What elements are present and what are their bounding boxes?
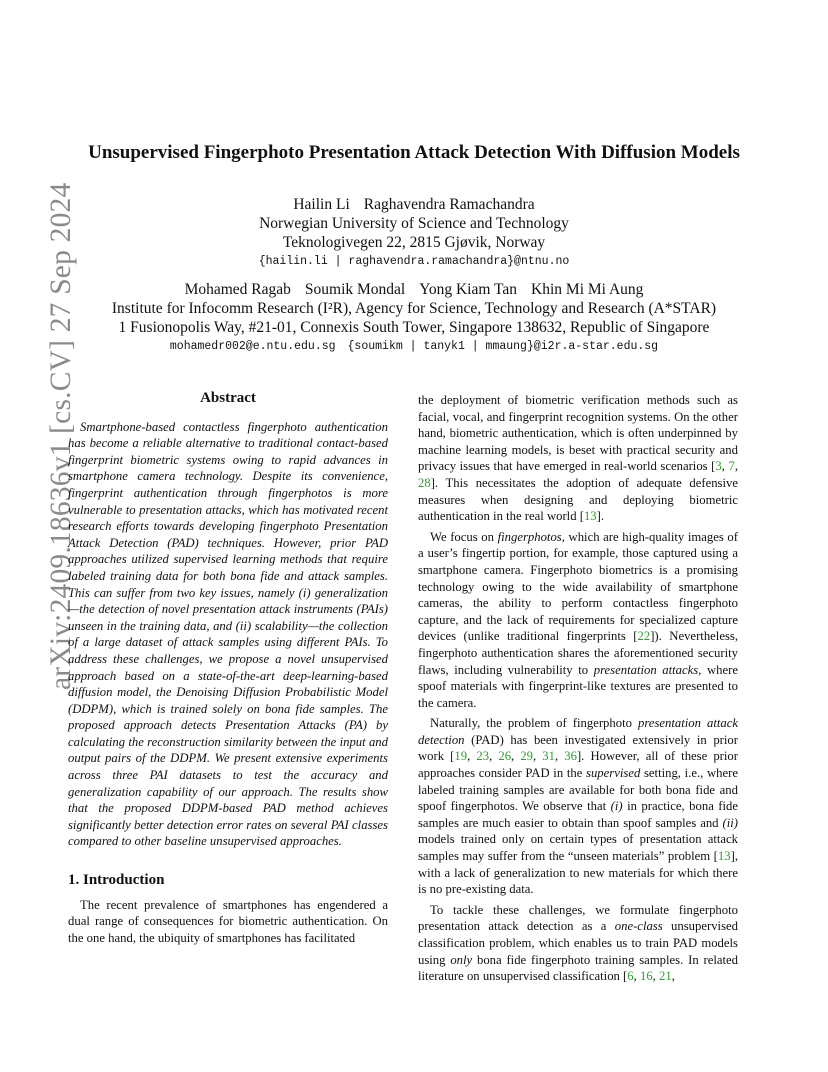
- intro-paragraph-4: To tackle these challenges, we formulate fingerphoto presentation attack detection as a one-class unsupervised classification problem, which enables us to train PAD models using only bona fide fingerphoto training samples. In related literature on unsupervised classification [6, 16, 21,: [418, 902, 738, 984]
- left-column: [68, 390, 388, 946]
- right-column: [418, 392, 738, 985]
- email: {soumikm | tanyk1 | mmaung}@i2r.a-star.edu.sg: [347, 340, 659, 353]
- author-names-2: [0, 280, 828, 299]
- author-name: Raghavendra Ramachandra: [363, 196, 535, 213]
- arxiv-identifier: arXiv:2409.18636v1 [cs.CV] 27 Sep 2024: [45, 182, 77, 690]
- author-block-1: [0, 195, 828, 271]
- emails-2: [0, 337, 828, 356]
- author-name: Khin Mi Mi Aung: [531, 281, 644, 298]
- intro-paragraph-3: Naturally, the problem of fingerphoto presentation attack detection (PAD) has been investigated extensively in prior work [19, 23, 26, 29, 31, 36]. However, all of these prior approaches consider PAD in the supervised setting, i.e., where labeled training samples are available for both bona fide and spoof fingerphotos. We observe that (i) in practice, bona fide samples are much easier to obtain than spoof samples and (ii) models trained only on certain types of presentation attack samples may suffer from the “unseen materials” problem [13], with a lack of generalization to new materials for which there is no pre-existing data.: [418, 716, 739, 897]
- email: mohamedr002@e.ntu.edu.sg: [169, 340, 336, 353]
- affiliation-1: Norwegian University of Science and Technology: [259, 215, 569, 232]
- intro-paragraph-2: We focus on fingerphotos, which are high-quality images of a user’s fingertip portion, for example, those captured using a smartphone camera. Fingerphoto biometrics is a promising technology owing to the wide availability of smartphone cameras, the ability to perform contactless fingerphoto capture, and the lack of requirements for specialized capture devices (unlike traditional fingerprints [22]). Nevertheless, fingerphoto authentication shares the aforementioned security flaws, including vulnerability to presentation attacks, where spoof materials with fingerprint-like textures are presented to the camera.: [418, 529, 739, 710]
- intro-paragraph-1-start: The recent prevalence of smartphones has engendered a dual range of consequences for biometric authentication. On the one hand, the ubiquity of smartphones has facilitated: [68, 897, 388, 945]
- author-name: Soumik Mondal: [304, 281, 406, 298]
- author-name: Yong Kiam Tan: [419, 281, 518, 298]
- email-1: {hailin.li | raghavendra.ramachandra}@ntnu.no: [258, 255, 570, 268]
- author-name: Hailin Li: [293, 196, 350, 213]
- abstract-text: Smartphone-based contactless fingerphoto authentication has become a reliable alternative to traditional contact-based fingerprint biometric systems owing to rapid advances in smartphone camera technology. Despite its convenience, fingerprint authentication through fingerphotos is more vulnerable to presentation attacks, which has motivated recent research efforts towards developing fingerphoto Presentation Attack Detection (PAD) techniques. However, prior PAD approaches utilized supervised learning methods that require labeled training data for both bona fide and attack samples. This can suffer from two key issues, namely (i) generalization—the detection of novel presentation attack instruments (PAIs) unseen in the training data, and (ii) scalability—the collection of a large dataset of attack samples using different PAIs. To address these challenges, we propose a novel unsupervised approach based on a state-of-the-art deep-learning-based diffusion model, the Denoising Diffusion Probabilistic Model (DDPM), which is trained solely on bona fide samples. The proposed approach detects Presentation Attacks (PA) by calculating the reconstruction similarity between the input and output pairs of the DDPM. We present extensive experiments across three PAI datasets to test the accuracy and generalization capability of our approach. The results show that the proposed DDPM-based PAD method achieves significantly better detection error rates on several PAI classes compared to other baseline unsupervised approaches.: [68, 419, 388, 849]
- address-1: Teknologivegen 22, 2815 Gjøvik, Norway: [282, 234, 546, 251]
- section-heading-introduction: 1. Introduction: [68, 872, 165, 889]
- author-names-1: [0, 195, 828, 214]
- abstract-heading: Abstract: [200, 390, 256, 406]
- affiliation-2: Institute for Infocomm Research (I²R), Agency for Science, Technology and Research (A*STAR): [111, 300, 717, 317]
- author-name: Mohamed Ragab: [184, 281, 291, 298]
- intro-paragraph-1-cont: the deployment of biometric verification methods such as facial, vocal, and fingerprint recognition systems. On the other hand, biometric authentication, which is often underpinned by machine learning models, is beset with practical security and privacy issues that have emerged in real-world scenarios [3, 7, 28]. This necessitates the adoption of adequate defensive measures when designing and deploying biometric authentication in the real world [13].: [418, 393, 738, 524]
- address-2: 1 Fusionopolis Way, #21-01, Connexis South Tower, Singapore 138632, Republic of Singapore: [118, 319, 710, 336]
- paper-title: Unsupervised Fingerphoto Presentation Attack Detection With Diffusion Models: [88, 142, 740, 163]
- author-block-2: [0, 280, 828, 356]
